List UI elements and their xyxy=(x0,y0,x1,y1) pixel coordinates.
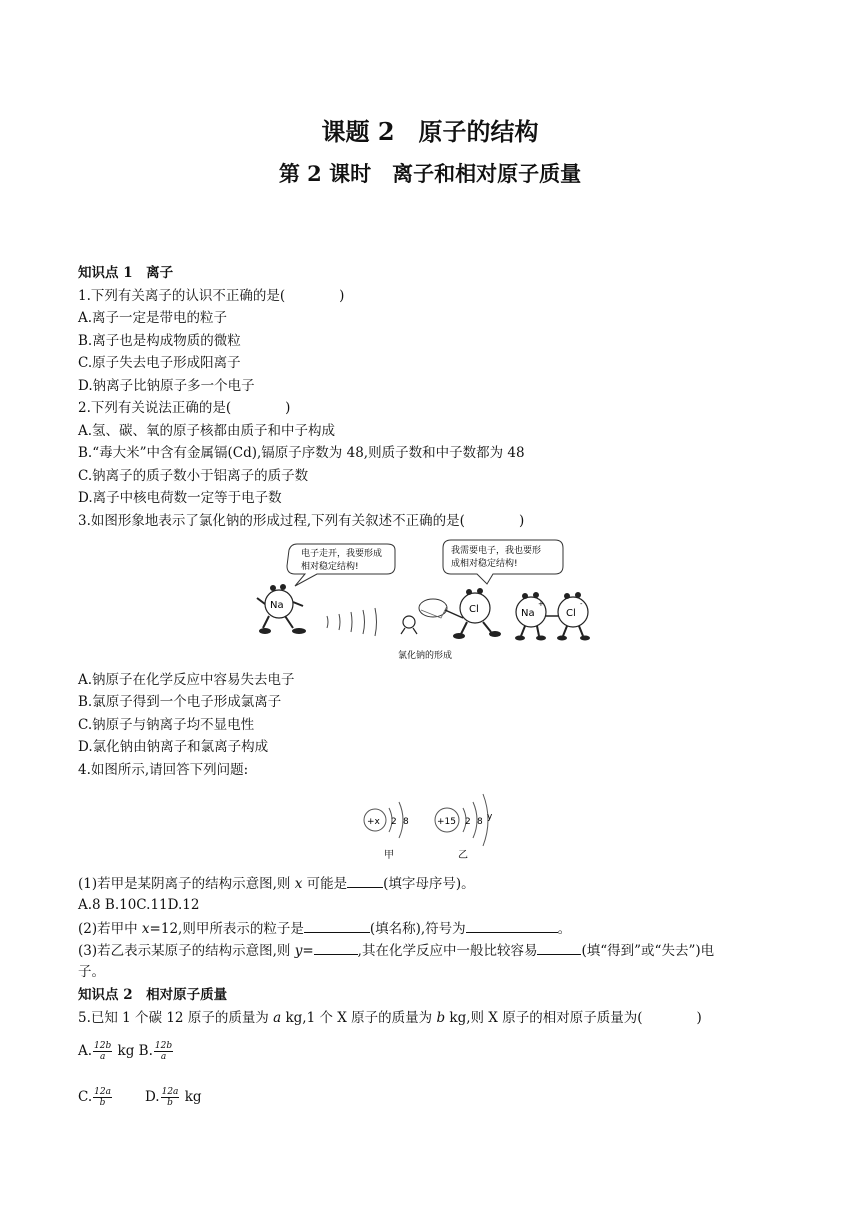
jia-shell1: 2 xyxy=(391,817,397,827)
q5-stem-text-b: kg,1 个 X 原子的质量为 xyxy=(281,1010,437,1026)
q5-option-c-label: C. xyxy=(78,1089,93,1105)
jia-label: 甲 xyxy=(384,850,394,861)
cl-ion-character xyxy=(557,592,590,641)
electron-character xyxy=(401,616,417,634)
q4-part1-text-a: (1)若甲是某阴离子的结构示意图,则 xyxy=(78,876,295,892)
q4-part1-blank[interactable] xyxy=(347,874,383,888)
q2-option-a: A.氢、碳、氧的原子核都由质子和中子构成 xyxy=(78,423,336,439)
yi-shell1: 2 xyxy=(465,817,471,827)
page-subtitle: 第 2 课时 离子和相对原子质量 xyxy=(278,161,582,186)
q4-part1 xyxy=(78,874,475,893)
q1-option-d: D.钠离子比钠原子多一个电子 xyxy=(78,378,255,394)
q5-option-b-fraction xyxy=(154,1041,173,1062)
q3-option-b: B.氯原子得到一个电子形成氯离子 xyxy=(78,694,282,710)
yi-shell3: y xyxy=(487,812,493,822)
cl-ion-charge: - xyxy=(580,600,583,608)
q4-part2-var: x xyxy=(141,921,150,937)
jia-shell2: 8 xyxy=(403,817,409,827)
q1-option-b: B.离子也是构成物质的微粒 xyxy=(78,333,241,349)
butterfly-net xyxy=(419,599,463,618)
q5-option-b-denominator: a xyxy=(160,1052,167,1062)
q5-option-c-numerator: 12a xyxy=(94,1087,111,1097)
q4-stem: 4.如图所示,请回答下列问题: xyxy=(78,762,249,778)
q4-part2-text-a: (2)若甲中 xyxy=(78,921,142,937)
motion-lines xyxy=(327,608,377,636)
q5-option-b-label: B. xyxy=(138,1043,153,1059)
q3-option-c: C.钠原子与钠离子均不显电性 xyxy=(78,717,255,733)
na-ion-label: Na xyxy=(521,608,535,619)
q5-option-a-fraction xyxy=(93,1041,112,1062)
q4-part1-text-c: (填字母序号)。 xyxy=(383,876,475,892)
q4-part1-var: x xyxy=(294,876,303,892)
q5-stem-text-c: kg,则 X 原子的相对原子质量为( ) xyxy=(445,1010,702,1026)
q4-part3-gain-lose-blank[interactable] xyxy=(537,941,581,955)
q4-part3-text-d: (填“得到”或“失去”)电 xyxy=(581,943,715,959)
bubble-right-line2: 成相对稳定结构! xyxy=(451,559,518,569)
q4-part3-text-a: (3)若乙表示某原子的结构示意图,则 xyxy=(78,943,295,959)
q4-part2 xyxy=(78,919,571,938)
section-heading-2: 知识点 2 相对原子质量 xyxy=(78,987,228,1003)
cl-ion-label: Cl xyxy=(566,608,576,619)
q5-stem-var-a: a xyxy=(273,1010,282,1026)
q3-option-a: A.钠原子在化学反应中容易失去电子 xyxy=(78,672,295,688)
q4-part3-var: y xyxy=(294,943,303,959)
structure-yi xyxy=(435,794,493,861)
q4-part1-text-b: 可能是 xyxy=(302,876,348,892)
na-ion-charge: + xyxy=(538,600,544,608)
q5-option-d-numerator: 12a xyxy=(161,1087,179,1097)
q2-option-c: C.钠离子的质子数小于铝离子的质子数 xyxy=(78,468,309,484)
q4-part3 xyxy=(78,941,714,960)
page-title: 课题 2 原子的结构 xyxy=(321,117,539,146)
q3-option-d: D.氯化钠由钠离子和氯离子构成 xyxy=(78,739,269,755)
q5-option-d-unit: kg xyxy=(180,1089,202,1105)
yi-label: 乙 xyxy=(458,850,468,861)
atomic-structure-figure xyxy=(355,786,515,866)
q4-part3-y-blank[interactable] xyxy=(314,941,358,955)
q5-stem-var-b: b xyxy=(436,1010,446,1026)
q4-part2-name-blank[interactable] xyxy=(304,919,370,933)
q5-option-a-denominator: a xyxy=(99,1052,106,1062)
na-label: Na xyxy=(270,600,284,611)
q5-stem-text-a: 5.已知 1 个碳 12 原子的质量为 xyxy=(78,1010,274,1026)
q5-option-a-unit: kg xyxy=(113,1043,139,1059)
na-ion-character xyxy=(515,592,546,641)
q4-part2-symbol-blank[interactable] xyxy=(466,919,558,933)
q2-stem: 2.下列有关说法正确的是( ) xyxy=(78,400,291,416)
na-atom-character xyxy=(257,584,306,634)
q3-stem: 3.如图形象地表示了氯化钠的形成过程,下列有关叙述不正确的是( ) xyxy=(78,513,525,529)
q5-option-d-fraction xyxy=(161,1087,180,1108)
q5-option-d-denominator: b xyxy=(167,1098,173,1108)
sodium-chloride-formation-figure xyxy=(255,536,605,664)
q5-option-c-fraction xyxy=(93,1087,112,1108)
q1-option-c: C.原子失去电子形成阳离子 xyxy=(78,355,241,371)
yi-shell2: 8 xyxy=(477,817,483,827)
q4-part3-text-c: ,其在化学反应中一般比较容易 xyxy=(357,943,538,959)
q5-option-d-label: D. xyxy=(144,1089,160,1105)
q1-option-a: A.离子一定是带电的粒子 xyxy=(78,310,228,326)
q5-options-ab xyxy=(78,1040,174,1062)
q5-stem xyxy=(78,1009,702,1027)
q4-part3-continued: 子。 xyxy=(78,964,105,980)
jia-nucleus-label: +x xyxy=(367,817,380,827)
q4-part2-text-b: =12,则甲所表示的粒子是 xyxy=(149,921,304,937)
bubble-left-line1: 电子走开，我要形成 xyxy=(301,549,383,559)
section-heading-1: 知识点 1 离子 xyxy=(78,265,174,281)
q2-option-d: D.离子中核电荷数一定等于电子数 xyxy=(78,490,282,506)
q4-part2-text-c: (填名称),符号为 xyxy=(369,921,466,937)
q1-stem: 1.下列有关离子的认识不正确的是( ) xyxy=(78,288,345,304)
q5-options-cd xyxy=(78,1086,202,1108)
cl-atom-character xyxy=(453,588,501,639)
yi-nucleus-label: +15 xyxy=(437,817,456,827)
q5-option-a-numerator: 12b xyxy=(94,1041,112,1051)
q5-option-c-denominator: b xyxy=(99,1098,106,1108)
figure-caption: 氯化钠的形成 xyxy=(398,651,453,661)
q4-part2-text-d: 。 xyxy=(557,921,572,937)
q4-part1-options: A.8 B.10C.11D.12 xyxy=(78,897,200,913)
bubble-left-line2: 相对稳定结构! xyxy=(301,562,359,572)
q5-option-a-label: A. xyxy=(78,1043,93,1059)
q4-part3-text-b: = xyxy=(302,943,314,959)
bubble-right-line1: 我需要电子，我也要形 xyxy=(451,546,542,556)
q5-option-b-numerator: 12b xyxy=(154,1041,173,1051)
cl-label: Cl xyxy=(469,604,479,615)
q2-option-b: B.“毒大米”中含有金属镉(Cd),镉原子序数为 48,则质子数和中子数都为 48 xyxy=(78,445,525,461)
structure-jia xyxy=(364,802,409,861)
